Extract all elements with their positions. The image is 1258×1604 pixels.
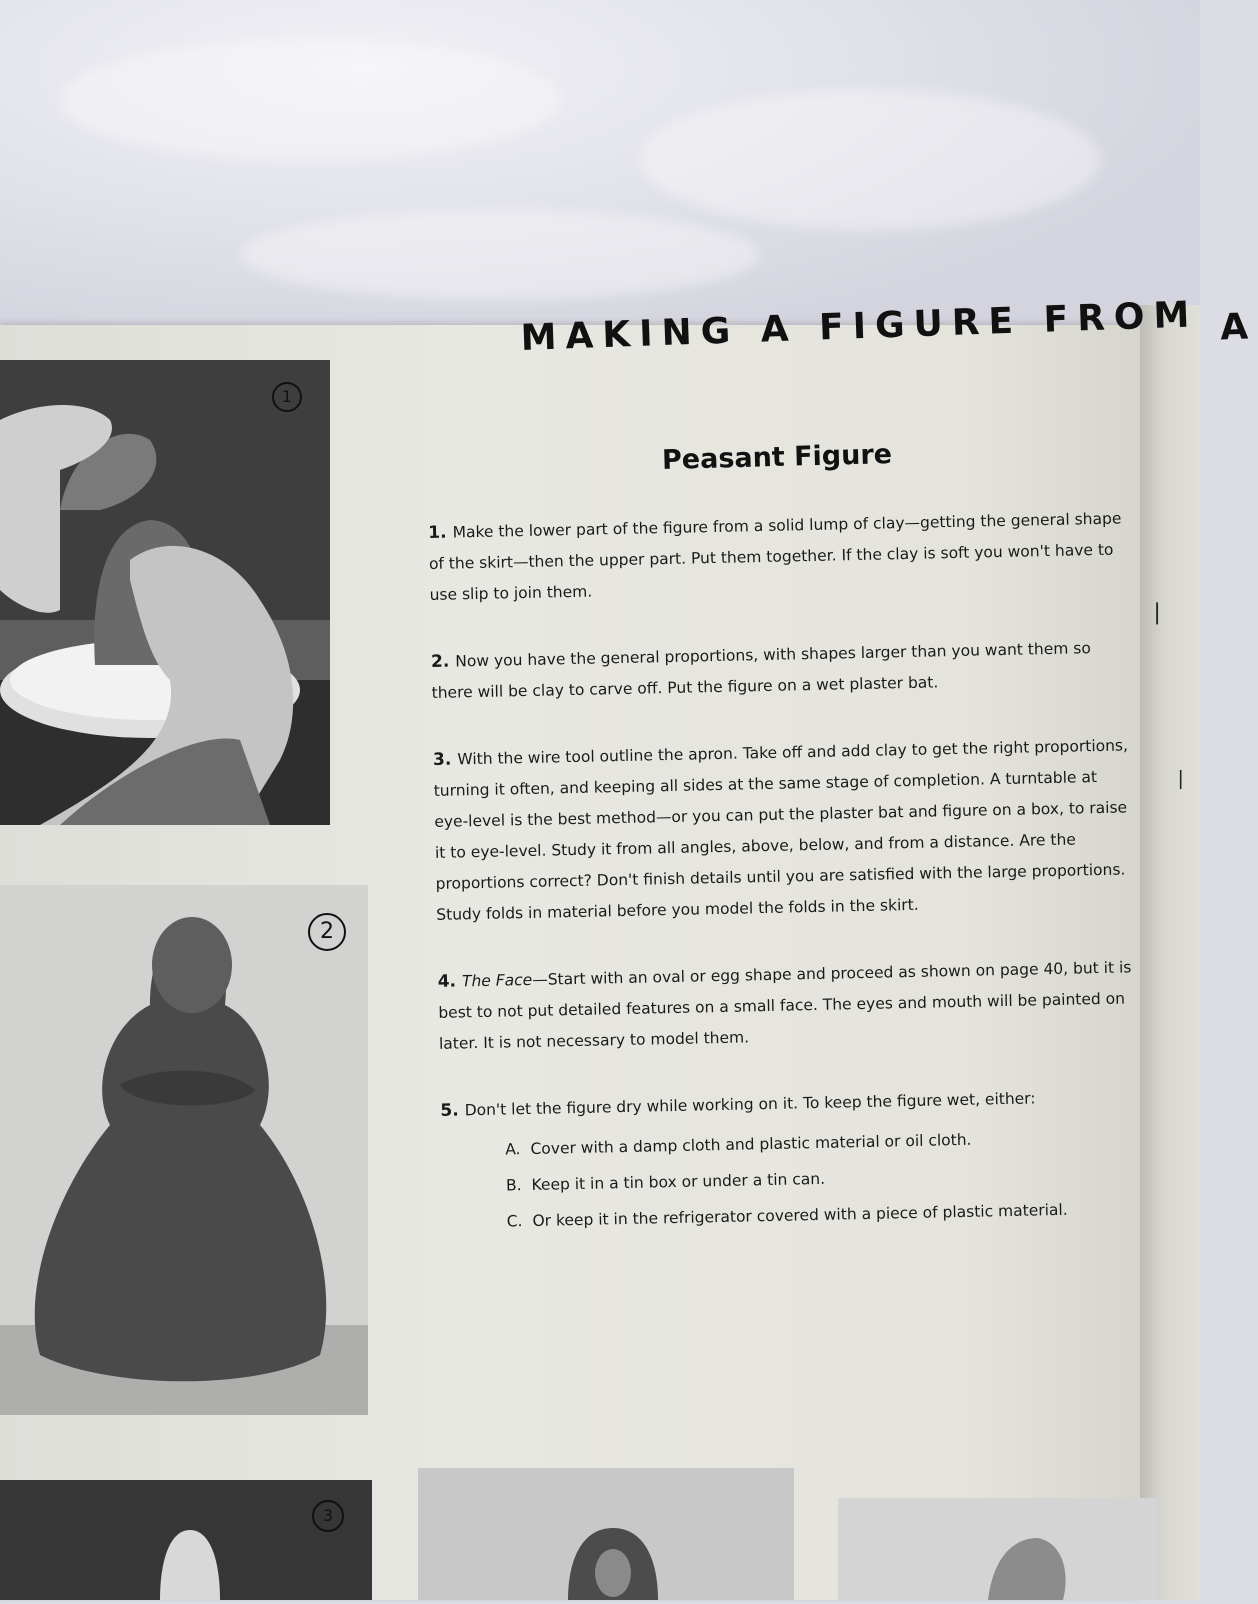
step-3 [433,730,1137,931]
step-text: Don't let the figure dry while working on it. To keep the figure wet, either: [464,1089,1036,1120]
cloth-fold [60,40,560,160]
option-text: Or keep it in the refrigerator covered with a piece of plastic material. [532,1200,1068,1230]
photo-2-image [0,885,368,1415]
option-text: Cover with a damp cloth and plastic material or oil cloth. [530,1130,972,1158]
photo-4 [418,1468,794,1600]
photo-2 [0,885,368,1415]
section-subtitle: Peasant Figure [661,438,893,477]
option-letter: B. [505,1176,522,1195]
step-5-options [505,1118,1143,1239]
page-title-cutoff: A [1219,306,1258,349]
instructions [428,503,1144,1276]
facing-page-edge [1140,305,1200,1600]
facing-page-mark: ❘ [1148,600,1167,625]
photo-3 [0,1480,372,1600]
photo-1-badge: 1 [272,382,302,412]
photo-2-badge: 2 [308,913,346,951]
cloth-fold [240,210,760,300]
photo-1-image [0,360,330,825]
option-letter: C. [506,1212,523,1231]
photo-4-image [418,1468,794,1600]
cloth-fold [640,90,1100,230]
step-1 [428,503,1130,611]
step-lead: The Face [461,970,533,991]
step-number: 2. [430,651,450,672]
option-text: Keep it in a tin box or under a tin can. [531,1169,826,1194]
step-text: Now you have the general proportions, with shapes larger than you want them so there will be clay to carve off. Put the figure on a wet plaster bat. [431,639,1092,702]
photo-5 [838,1498,1158,1600]
step-2 [431,632,1132,709]
step-number: 3. [432,749,452,770]
photo-3-badge: 3 [312,1500,344,1532]
step-number: 1. [428,522,447,543]
step-text: Make the lower part of the figure from a solid lump of clay—getting the general shape of the skirt—then the upper part. Put them together. If the clay is soft you won't have to use slip to join them. [428,509,1122,604]
photo-5-image [838,1498,1158,1600]
facing-page-mark: ▏ [1180,770,1193,789]
option-letter: A. [505,1140,521,1159]
step-number: 5. [440,1100,459,1121]
step-4 [437,952,1139,1060]
page-title-text: MAKING A FIGURE FROM [520,294,1199,359]
step-text: —Start with an oval or egg shape and proceed as shown on page 40, but it is best to not put detailed features on a small face. The eyes and mouth will be painted on later. It is not necessary to model them. [438,958,1132,1053]
step-5 [440,1081,1143,1241]
photo-1 [0,360,330,825]
step-number: 4. [437,971,457,992]
step-text: With the wire tool outline the apron. Take off and add clay to get the right proportions, turning it often, and keeping all sides at the same stage of completion. A turntable at eye-level is the best method—or you can put the plaster bat and figure on a box, to raise it to eye-level. Study it from all angles, above, below, and from a distance. Are the proportions correct? Don't finish details until you are satisfied with the large proportions. Study folds in material before you model the folds in the skirt. [433,736,1129,924]
fabric-background [0,0,1200,340]
photo-3-image [0,1480,372,1600]
